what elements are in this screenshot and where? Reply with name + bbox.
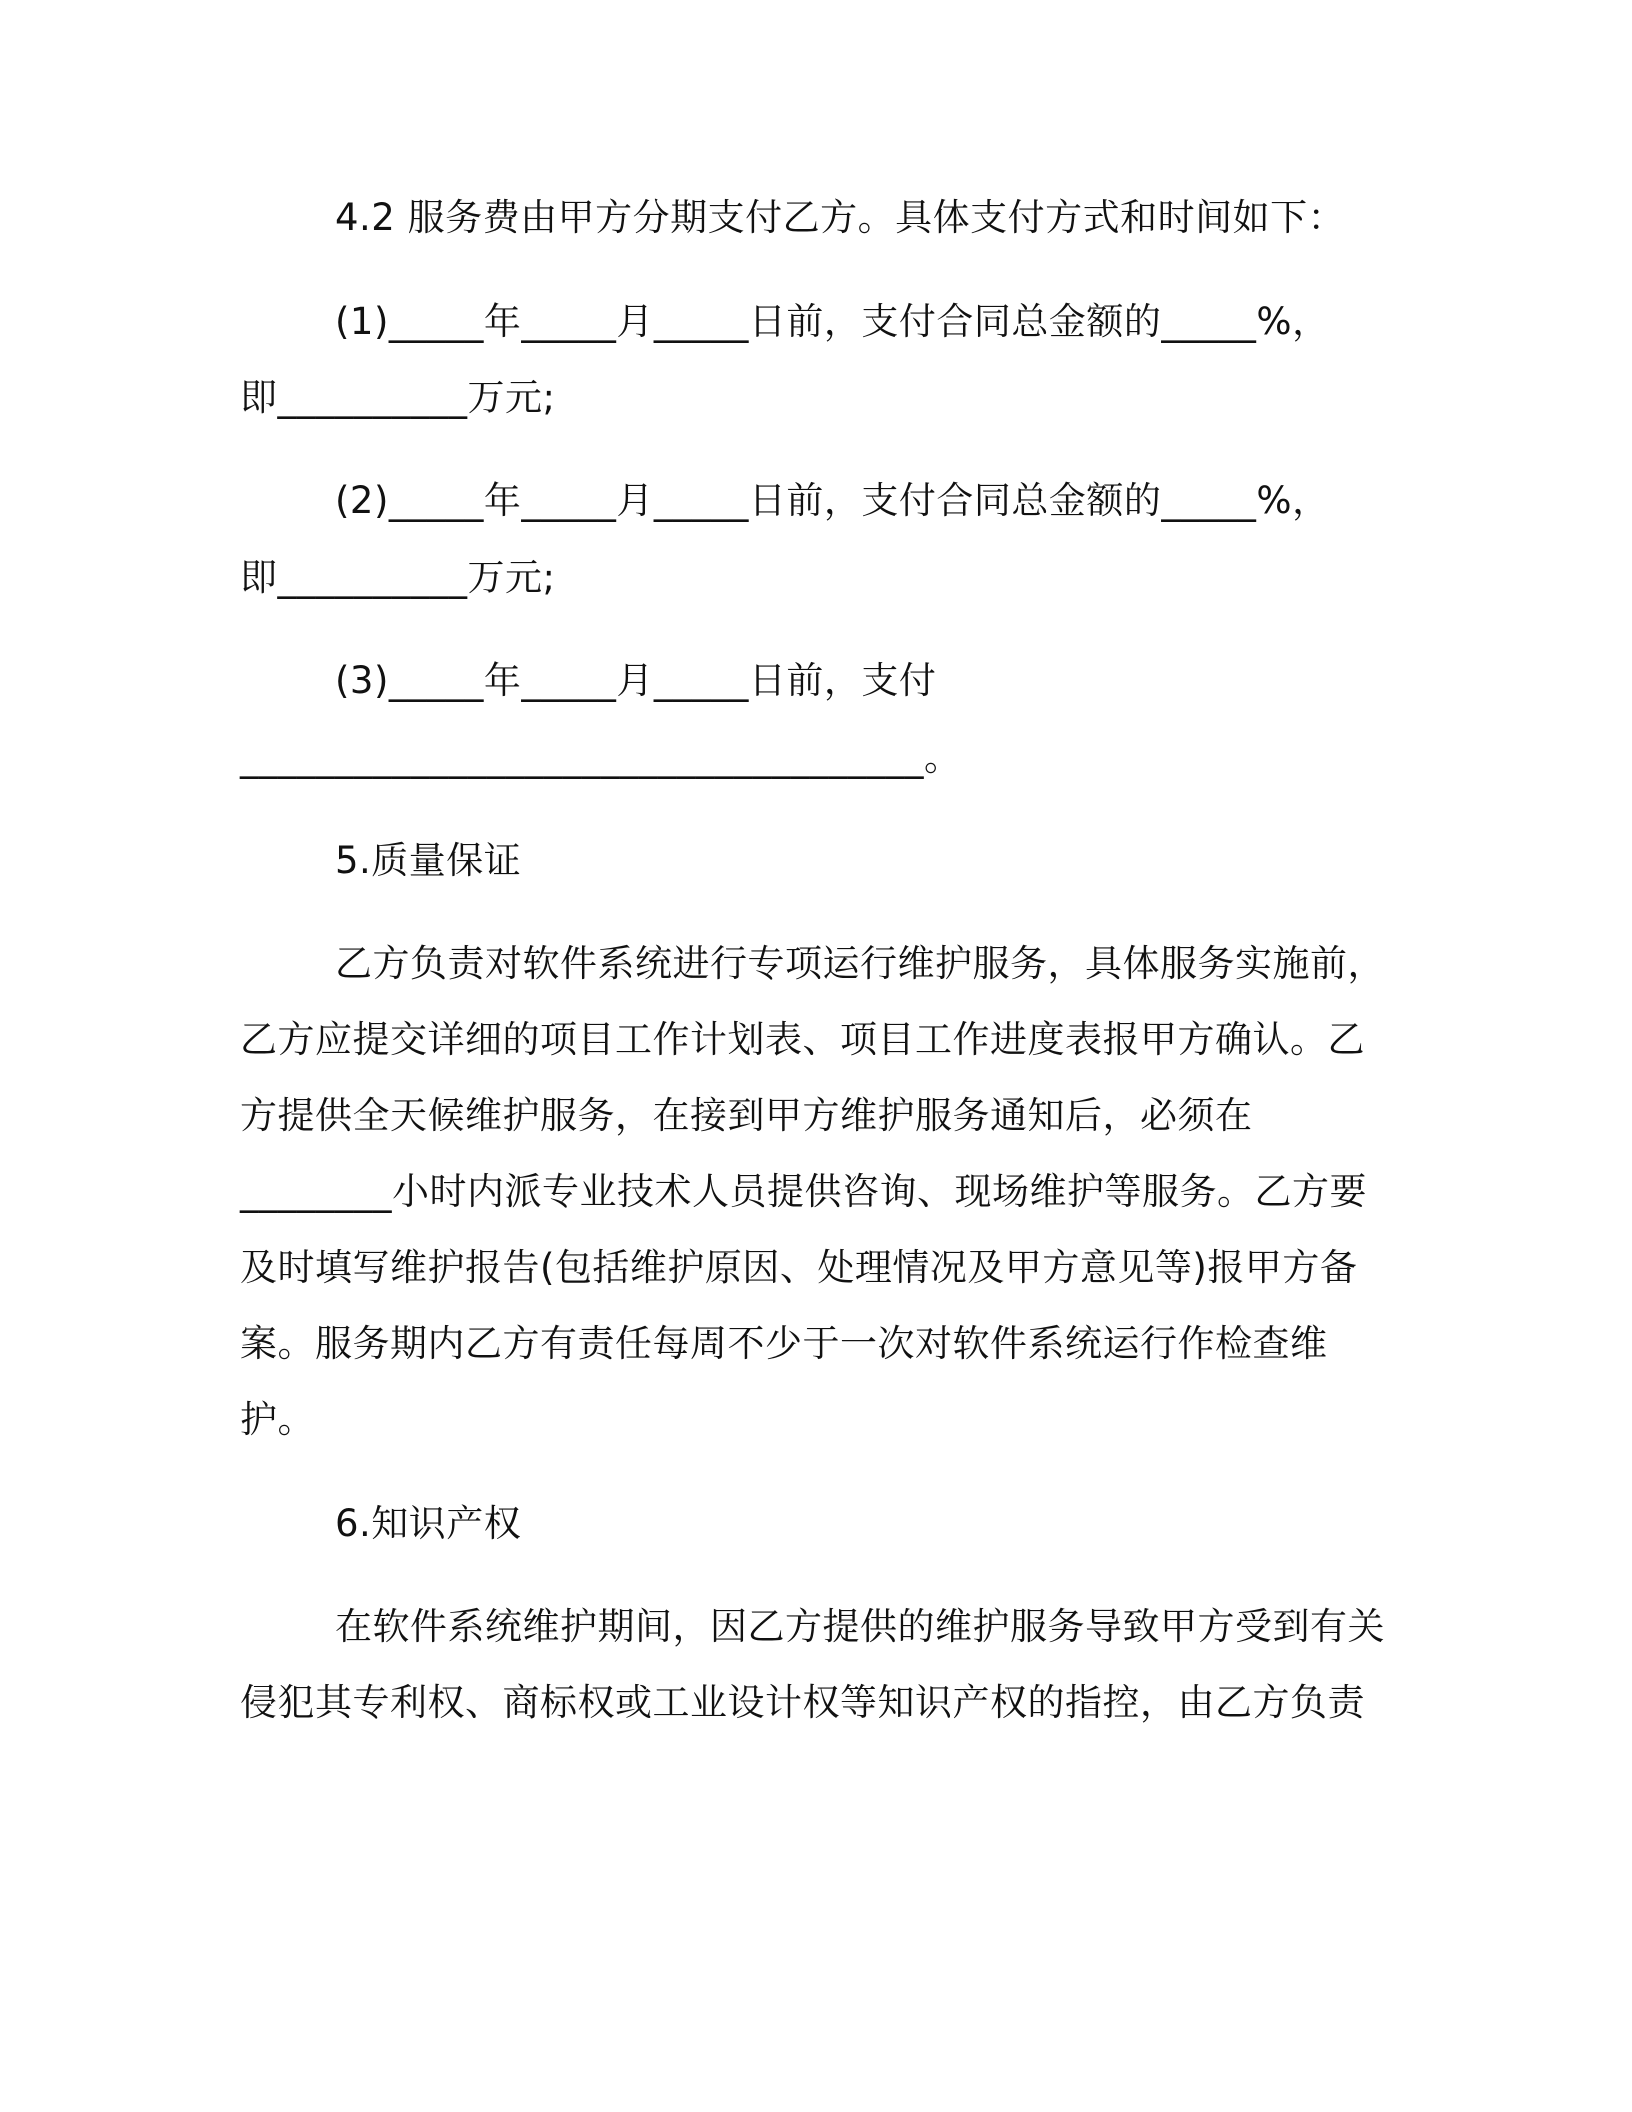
section-5-paragraph-line-4: ________小时内派专业技术人员提供咨询、现场维护等服务。乙方要 [240, 1170, 1367, 1213]
payment-item-2-line-1: (2)_____年_____月_____日前，支付合同总金额的_____%， [335, 479, 1330, 522]
payment-item-2-line-2: 即__________万元; [240, 556, 556, 599]
section-5-paragraph-line-1: 乙方负责对软件系统进行专项运行维护服务，具体服务实施前， [335, 942, 1385, 985]
section-5-paragraph-line-3: 方提供全天候维护服务，在接到甲方维护服务通知后，必须在 [240, 1094, 1253, 1137]
section-5-paragraph-line-5: 及时填写维护报告(包括维护原因、处理情况及甲方意见等)报甲方备 [240, 1246, 1358, 1289]
payment-item-3-line-2: ____________________________________。 [240, 736, 962, 779]
section-6-heading: 6.知识产权 [335, 1502, 522, 1545]
payment-item-1-line-2: 即__________万元; [240, 376, 556, 419]
payment-item-1-line-1: (1)_____年_____月_____日前，支付合同总金额的_____%， [335, 300, 1330, 343]
section-5-heading: 5.质量保证 [335, 839, 522, 882]
payment-item-3-line-1: (3)_____年_____月_____日前，支付 [335, 659, 937, 702]
section-5-paragraph-line-7: 护。 [240, 1398, 315, 1441]
section-5-paragraph-line-2: 乙方应提交详细的项目工作计划表、项目工作进度表报甲方确认。乙 [240, 1018, 1365, 1061]
section-6-paragraph-line-2: 侵犯其专利权、商标权或工业设计权等知识产权的指控，由乙方负责 [240, 1681, 1365, 1724]
section-5-paragraph-line-6: 案。服务期内乙方有责任每周不少于一次对软件系统运行作检查维 [240, 1322, 1328, 1365]
clause-4-2-line: 4.2 服务费由甲方分期支付乙方。具体支付方式和时间如下： [335, 196, 1346, 239]
section-6-paragraph-line-1: 在软件系统维护期间，因乙方提供的维护服务导致甲方受到有关 [335, 1605, 1385, 1648]
